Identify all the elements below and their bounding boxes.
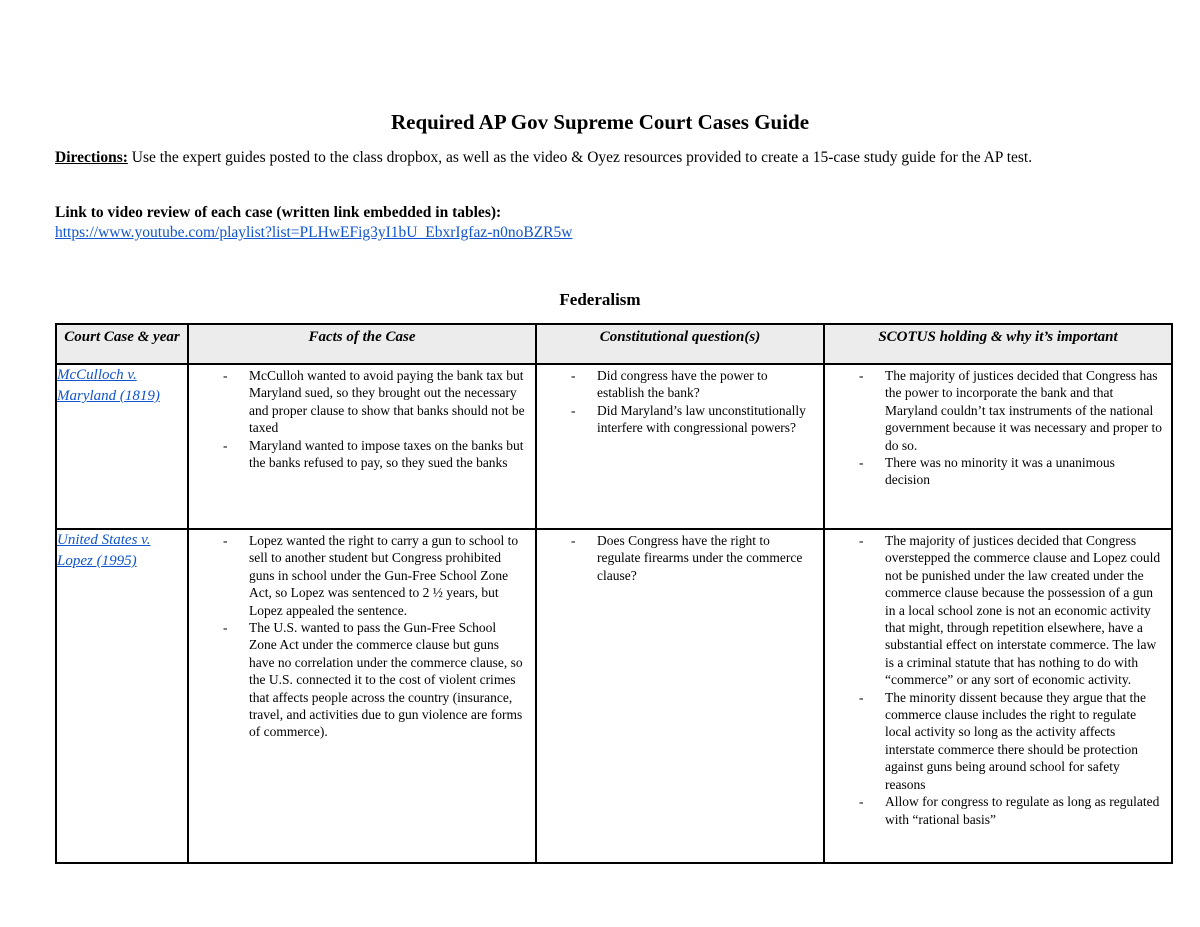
directions-label: Directions: <box>55 149 128 166</box>
list-item: - Lopez wanted the right to carry a gun to school to sell to another student but Congress prohibited guns in school under the Gun-Free School Zone Act, so Lopez was sentenced to 2 ½ years, but Lopez appealed the sentence. <box>249 532 527 619</box>
header-court-case: Court Case & year <box>56 324 188 364</box>
questions-list <box>537 365 823 437</box>
list-item: - The majority of justices decided that Congress has the power to incorporate the bank and that Maryland couldn’t tax instruments of the national government because it was necessary and proper to do so. <box>885 367 1163 454</box>
questions-cell <box>536 529 824 863</box>
list-item: - The minority dissent because they argue that the commerce clause includes the right to regulate local activity so long as the activity affects interstate commerce there should be protection against guns being around school for safety reasons <box>885 689 1163 793</box>
holding-cell <box>824 529 1172 863</box>
video-playlist-link[interactable]: https://www.youtube.com/playlist?list=PLHwEFig3yI1bU_EbxrIgfaz-n0noBZR5w <box>55 224 573 241</box>
list-item: - The U.S. wanted to pass the Gun-Free School Zone Act under the commerce clause but guns have no correlation under the commerce clause, so the U.S. connected it to the cost of violent crimes that affects people across the country (insurance, travel, and activities due to gun violence are forms of commerce). <box>249 619 527 741</box>
cases-table <box>55 323 1173 864</box>
video-link-heading: Link to video review of each case (written link embedded in tables): <box>55 204 502 221</box>
questions-cell <box>536 364 824 529</box>
directions-text: Use the expert guides posted to the class dropbox, as well as the video & Oyez resources provided to create a 15-case study guide for the AP test. <box>127 149 1033 166</box>
list-item: - Maryland wanted to impose taxes on the banks but the banks refused to pay, so they sued the banks <box>249 437 527 472</box>
list-item: - Did congress have the power to establish the bank? <box>597 367 815 402</box>
questions-list <box>537 530 823 584</box>
table-row <box>56 529 1172 863</box>
table-row <box>56 364 1172 529</box>
section-title-federalism: Federalism <box>559 290 641 309</box>
case-cell <box>56 364 188 529</box>
case-cell <box>56 529 188 863</box>
list-item: - There was no minority it was a unanimous decision <box>885 454 1163 489</box>
facts-cell <box>188 364 536 529</box>
facts-list <box>189 530 535 741</box>
case-link-lopez[interactable]: United States v. Lopez (1995) <box>57 532 151 569</box>
header-scotus-holding: SCOTUS holding & why it’s important <box>824 324 1172 364</box>
list-item: - Allow for congress to regulate as long as regulated with “rational basis” <box>885 793 1163 828</box>
list-item: - The majority of justices decided that Congress overstepped the commerce clause and Lopez could not be punished under the law created under the commerce clause because the possession of a gun in a local school zone is not an economic activity that might, through repetition elsewhere, have a substantial effect on interstate commerce. The law is a criminal statute that has nothing to do with “commerce” or any sort of economic activity. <box>885 532 1163 689</box>
table-header-row <box>56 324 1172 364</box>
case-link-mcculloch[interactable]: McCulloch v. Maryland (1819) <box>57 367 160 404</box>
facts-list <box>189 365 535 471</box>
list-item: - McCulloh wanted to avoid paying the bank tax but Maryland sued, so they brought out the necessary and proper clause to show that banks should not be taxed <box>249 367 527 437</box>
holding-list <box>825 530 1171 828</box>
list-item: - Does Congress have the right to regulate firearms under the commerce clause? <box>597 532 815 584</box>
holding-cell <box>824 364 1172 529</box>
facts-cell <box>188 529 536 863</box>
page-title: Required AP Gov Supreme Court Cases Guide <box>390 110 810 134</box>
header-constitutional-question: Constitutional question(s) <box>536 324 824 364</box>
header-facts: Facts of the Case <box>188 324 536 364</box>
list-item: - Did Maryland’s law unconstitutionally interfere with congressional powers? <box>597 402 815 437</box>
directions-paragraph <box>55 148 1155 168</box>
holding-list <box>825 365 1171 489</box>
